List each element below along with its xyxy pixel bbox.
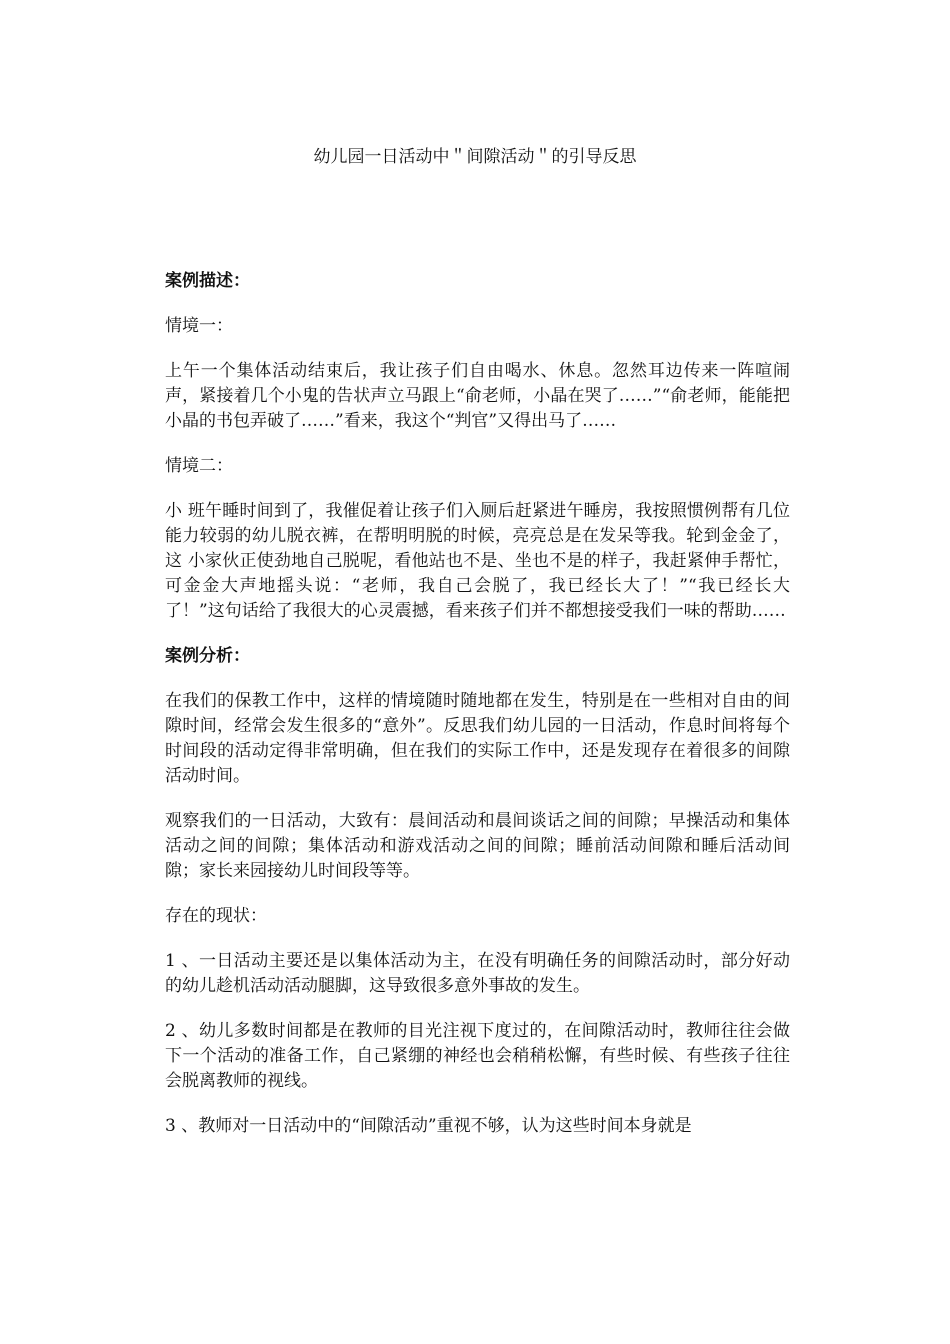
scenario-1-label: 情境一： <box>165 316 233 336</box>
case-description-heading: 案例描述： <box>165 271 250 291</box>
scenario-2-label: 情境二： <box>165 456 233 476</box>
case-analysis-heading: 案例分析： <box>165 646 250 666</box>
status-item-2: 2 、幼儿多数时间都是在教师的目光注视下度过的，在间隙活动时，教师往往会做下一个活动的准备工作，自己紧绷的神经也会稍稍松懈，有些时候、有些孩子往往会脱离教师的视线。 <box>165 1021 790 1091</box>
scenario-1-text: 上午一个集体活动结束后，我让孩子们自由喝水、休息。忽然耳边传来一阵喧闹声，紧接着几个小鬼的告状声立马跟上“俞老师，小晶在哭了……”“俞老师，能能把小晶的书包弄破了……”看来，我这个“判官”又得出马了…… <box>165 361 790 431</box>
status-label: 存在的现状： <box>165 906 267 926</box>
status-item-3: 3 、教师对一日活动中的“间隙活动”重视不够，认为这些时间本身就是 <box>165 1116 692 1136</box>
document-title: 幼儿园一日活动中＂间隙活动＂的引导反思 <box>313 147 637 167</box>
analysis-paragraph-2: 观察我们的一日活动，大致有：晨间活动和晨间谈话之间的间隙；早操活动和集体活动之间的间隙；集体活动和游戏活动之间的间隙；睡前活动间隙和睡后活动间隙；家长来园接幼儿时间段等等。 <box>165 811 790 881</box>
document-body <box>165 269 790 1159</box>
status-item-1: 1 、一日活动主要还是以集体活动为主，在没有明确任务的间隙活动时，部分好动的幼儿趁机活动活动腿脚，这导致很多意外事故的发生。 <box>165 951 790 996</box>
scenario-2-text: 小 班午睡时间到了，我催促着让孩子们入厕后赶紧进午睡房，我按照惯例帮有几位能力较弱的幼儿脱衣裤，在帮明明脱的时候，亮亮总是在发呆等我。轮到金金了，这 小家伙正使劲地自己脱呢，看他站也不是、坐也不是的样子，我赶紧伸手帮忙，可金金大声地摇头说：“老师，我自己会脱了，我已经长大了！”“我已经长大 了！”这句话给了我很大的心灵震撼，看来孩子们并不都想接受我们一味的帮助…… <box>165 501 790 621</box>
analysis-paragraph-1: 在我们的保教工作中，这样的情境随时随地都在发生，特别是在一些相对自由的间隙时间，经常会发生很多的“意外”。反思我们幼儿园的一日活动，作息时间将每个时间段的活动定得非常明确，但在我们的实际工作中，还是发现存在着很多的间隙活动时间。 <box>165 691 790 786</box>
